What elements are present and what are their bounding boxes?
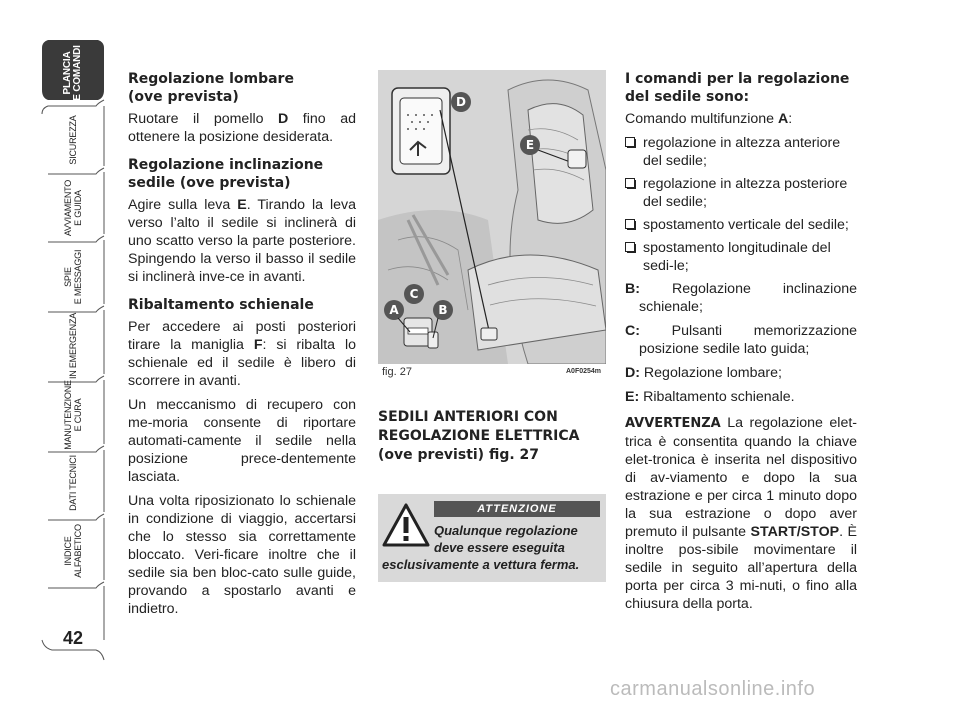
warning-text: Qualunque regolazione deve essere eseguita esclusivamente a vettura ferma. (382, 523, 580, 572)
tab-sicurezza[interactable]: SICUREZZA (68, 115, 78, 165)
list-item: spostamento verticale del sedile; (625, 216, 857, 234)
tab-spie-e-messaggi[interactable]: SPIE E MESSAGGI (63, 249, 83, 305)
heading-controls: I comandi per la regolazione del sedile sono: (625, 71, 850, 105)
paragraph-seat-tilt: Agire sulla leva E. Tirando la leva verso l’alto il sedile si inclinerà di uno scatto verso la parte posteriore. Spingendo la verso il basso il sedile si inclinerà inve-ce in avanti. (128, 197, 356, 285)
heading-lumbar: Regolazione lombare (ove prevista) (128, 71, 294, 105)
tab-dati-tecnici[interactable]: DATI TECNICI (68, 455, 78, 511)
label-e: E (525, 138, 535, 152)
checkbox-bullet-icon (625, 178, 636, 189)
heading-seat-tilt: Regolazione inclinazione sedile (ove prevista) (128, 157, 324, 191)
note-paragraph: AVVERTENZA La regolazione elet-trica è consentita quando la chiave elet-tronica è inserita nel dispositivo di av-viamento e dopo la sua estrazione e per circa 1 minuto dopo la sua estrazione o dopo aver premuto il pulsante START/STOP. È inoltre pos-sibile movimentare il sedile in seguito all’apertura della porta per circa 3 mi-nuti, o fino alla chiusura della porta. (625, 415, 857, 612)
seat-illustration (378, 70, 606, 364)
tab-manutenzione-e-cura[interactable]: MANUTENZIONE E CURA (63, 380, 83, 450)
seat-figure (378, 70, 606, 364)
checkbox-bullet-icon (625, 242, 636, 253)
multifunction-list (625, 134, 857, 275)
paragraph-memory: Un meccanismo di recupero con me-moria consente di riportare automati-camente il sedile nella posizione prece-dentemente lasciata. (128, 397, 356, 485)
figure-caption: fig. 27 (382, 366, 412, 378)
heading-backrest-fold: Ribaltamento schienale (128, 297, 314, 313)
warning-title: ATTENZIONE (434, 501, 600, 517)
paragraph-lumbar: Ruotare il pomello D fino ad ottenere la posizione desiderata. (128, 111, 356, 145)
def-b: B: Regolazione inclinazione schienale; (625, 281, 857, 315)
def-c: C: Pulsanti memorizzazione posizione sedile lato guida; (625, 323, 857, 357)
tab-in-emergenza[interactable]: IN EMERGENZA (68, 312, 78, 380)
paragraph-lock-check: Una volta riposizionato lo schienale in condizione di viaggio, accertarsi che lo stesso sia correttamente bloccato. Veri-ficare inoltre che il sedile sia ben bloc-cato sulle guide, provando a spostarlo avanti e indietro. (128, 493, 356, 617)
list-item: regolazione in altezza posteriore del sedile; (625, 175, 857, 211)
checkbox-bullet-icon (625, 137, 636, 148)
figure-code: A0F0254m (566, 368, 602, 375)
def-d: D: Regolazione lombare; (625, 365, 782, 381)
label-a: A (389, 303, 399, 317)
right-column (625, 70, 857, 619)
list-item: spostamento longitudinale del sedi-le; (625, 239, 857, 275)
def-e: E: Ribaltamento schienale. (625, 389, 795, 405)
multifunction-intro: Comando multifunzione A: (625, 111, 793, 127)
warning-box (378, 494, 606, 582)
tab-indice-alfabetico[interactable]: INDICE ALFABETICO (63, 524, 83, 578)
tab-plancia-e-comandi[interactable]: PLANCIA E COMANDI (62, 45, 83, 101)
label-d: D (456, 95, 466, 109)
paragraph-backrest-fold: Per accedere ai posti posteriori tirare la maniglia F: si ribalta lo schienale ed il sedile è libero di scorrere in avanti. (128, 319, 356, 389)
label-b: B (438, 303, 448, 317)
chapter-sidebar (40, 40, 106, 680)
list-item: regolazione in altezza anteriore del sedile; (625, 134, 857, 170)
checkbox-bullet-icon (625, 219, 636, 230)
watermark: carmanualsonline.info (610, 678, 816, 700)
tab-avviamento-e-guida[interactable]: AVVIAMENTO E GUIDA (63, 179, 83, 237)
left-column (128, 70, 356, 624)
page-number: 42 (62, 628, 84, 648)
heading-electric-seats: SEDILI ANTERIORI CON REGOLAZIONE ELETTRICA (ove previsti) fig. 27 (378, 409, 580, 463)
label-c: C (409, 287, 419, 301)
